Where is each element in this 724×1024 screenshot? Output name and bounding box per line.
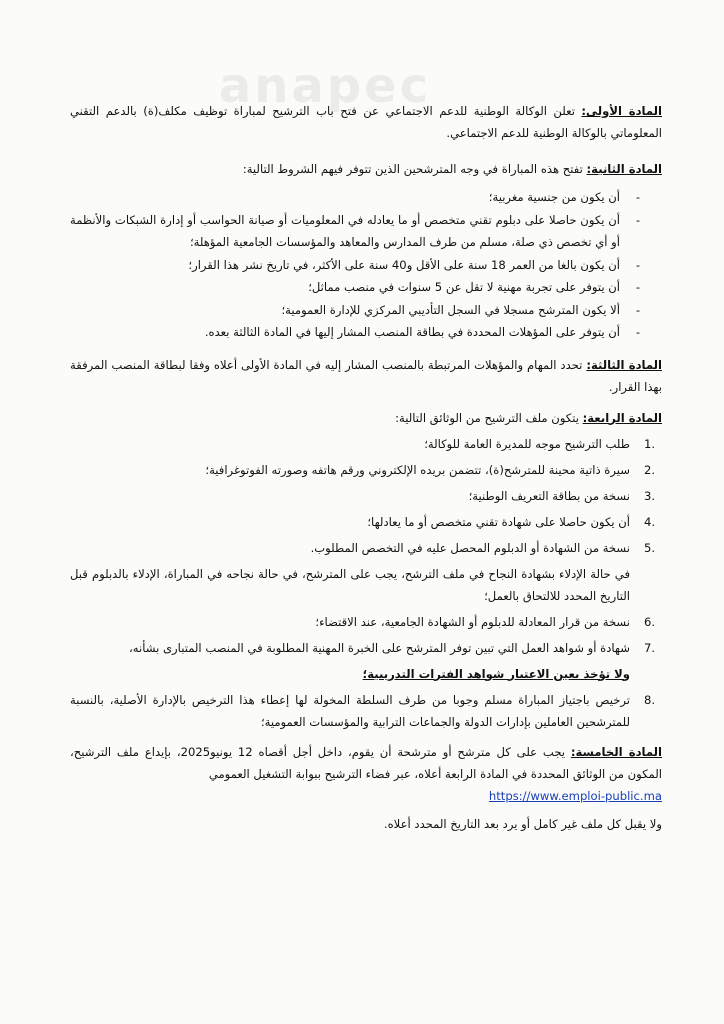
article-1 (70, 100, 662, 144)
document-item: 5. نسخة من الشهادة أو الدبلوم المحصل عليه في التخصص المطلوب. (310, 540, 656, 555)
document-body (70, 100, 662, 844)
article-4 (70, 407, 662, 429)
condition-item: - أن يكون بالغا من العمر 18 سنة على الأقل و40 سنة على الأكثر، في تاريخ نشر هذا القرار؛ (70, 254, 634, 277)
article-3-heading: المادة الثالثة: (586, 357, 662, 372)
article-3 (70, 354, 662, 398)
document-item: 2. سيرة ذاتية محينة للمترشح(ة)، تتضمن بريده الإلكتروني ورقم هاتفه وصورته الفوتوغرافية؛ (205, 462, 656, 477)
condition-item: - أن يكون من جنسية مغربية؛ (70, 186, 634, 209)
document-item: 1. طلب الترشيح موجه للمديرة العامة للوكالة؛ (424, 436, 656, 451)
article-5-heading: المادة الخامسة: (570, 744, 662, 759)
article-1-heading: المادة الأولى: (581, 104, 662, 118)
conditions-list (70, 186, 662, 344)
success-certificate-note: في حالة الإدلاء بشهادة النجاح في ملف الترشح، يجب على المترشح، في حالة نجاحه في المباراة، الإدلاء بالدبلوم قبل التاريخ المحدد للالتحاق بالعمل؛ (70, 566, 630, 603)
condition-item: - أن يتوفر على تجربة مهنية لا تقل عن 5 سنوات في منصب مماثل؛ (70, 276, 634, 299)
document-item: 8. ترخيص باجتياز المباراة مسلم وجوبا من طرف السلطة المخولة لها إعطاء هذا الترخيص بالإدارة الأصلية، بالنسبة للمترشحين العاملين بإدارات الدولة والجماعات الترابية والمؤسسات العمومية؛ (70, 692, 656, 729)
document-item: 4. أن يكون حاصلا على شهادة تقني متخصص أو ما يعادلها؛ (367, 514, 656, 529)
article-2-text: تفتح هذه المباراة في وجه المترشحين الذين تتوفر فيهم الشروط التالية: (242, 162, 587, 176)
closing-note: ولا يقبل كل ملف غير كامل أو يرد بعد التاريخ المحدد أعلاه. (383, 816, 662, 831)
emploi-public-link[interactable]: https://www.emploi-public.ma (488, 788, 662, 803)
article-4-heading: المادة الرابعة: (582, 410, 662, 425)
document-item: 6. نسخة من قرار المعادلة للدبلوم أو الشهادة الجامعية، عند الاقتضاء؛ (315, 614, 656, 629)
article-2 (70, 158, 662, 180)
watermark-logo: anapec (218, 58, 432, 114)
article-1-text: تعلن الوكالة الوطنية للدعم الاجتماعي عن فتح باب الترشيح لمباراة توظيف مكلف(ة) بالدعم التقني المعلوماتي بالوكالة الوطنية للدعم الاجتماعي. (70, 104, 662, 140)
condition-item: - ألا يكون المترشح مسجلا في السجل التأديبي المركزي للإدارة العمومية؛ (70, 299, 634, 322)
training-certificates-warning: ولا تؤخذ بعين الاعتبار شواهد الفترات التدريبية؛ (362, 666, 630, 681)
article-5 (70, 741, 662, 785)
condition-item: - أن يكون حاصلا على دبلوم تقني متخصص أو ما يعادله في المعلوميات أو صيانة الحواسب أو إدارة الشبكات والأنظمة أو أي تخصص ذي صلة، مسلم من طرف المدارس والمعاهد والمؤسسات الجامعية المؤهلة؛ (70, 209, 634, 254)
article-5-text: يجب على كل مترشح أو مترشحة أن يقوم، داخل أجل أقصاه 12 يونيو2025، بإيداع ملف الترشيح، المكون من الوثائق المحددة في المادة الرابعة أعلاه، عبر فضاء الترشيح ببوابة التشغيل العمومي (70, 744, 662, 781)
document-item: 7. شهادة أو شواهد العمل التي تبين توفر المترشح على الخبرة المهنية المطلوبة في المنصب المتبارى بشأنه، (129, 640, 656, 655)
condition-item: - أن يتوفر على المؤهلات المحددة في بطاقة المنصب المشار إليها في المادة الثالثة بعده. (70, 321, 634, 344)
article-2-heading: المادة الثانية: (586, 162, 662, 176)
article-3-text: تحدد المهام والمؤهلات المرتبطة بالمنصب المشار إليه في المادة الأولى أعلاه وفقا لبطاقة المنصب المرفقة بهذا القرار. (70, 357, 662, 394)
documents-list (70, 433, 662, 733)
document-item: 3. نسخة من بطاقة التعريف الوطنية؛ (468, 488, 656, 503)
article-4-text: يتكون ملف الترشيح من الوثائق التالية: (395, 410, 583, 425)
